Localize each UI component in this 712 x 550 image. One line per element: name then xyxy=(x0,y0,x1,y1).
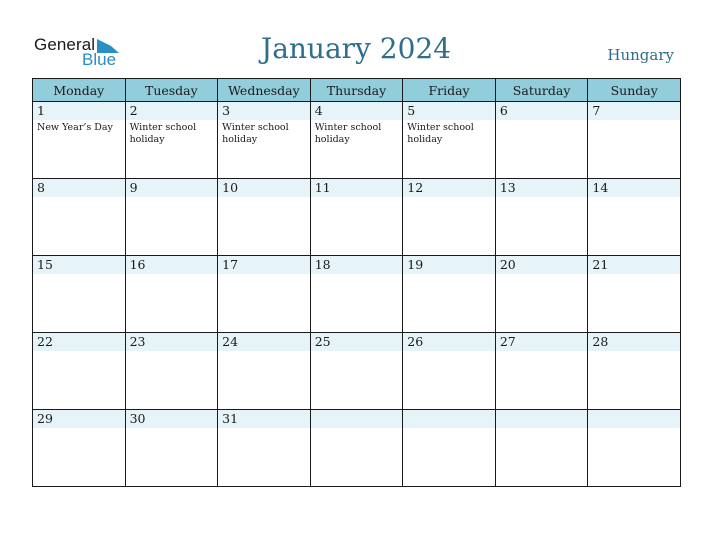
day-cell xyxy=(310,179,403,256)
week-row xyxy=(33,410,681,487)
day-number: 4 xyxy=(311,102,403,120)
day-cell xyxy=(33,333,126,410)
day-cell xyxy=(310,333,403,410)
day-number: 5 xyxy=(403,102,495,120)
week-row xyxy=(33,102,681,179)
day-cell xyxy=(588,256,681,333)
holiday-note: Winter school holiday xyxy=(314,122,382,145)
day-cell xyxy=(33,179,126,256)
day-cell xyxy=(33,256,126,333)
weekday-header-row xyxy=(33,79,681,102)
week-row xyxy=(33,333,681,410)
weekday-header: Tuesday xyxy=(125,79,218,102)
day-cell xyxy=(403,256,496,333)
weekday-header: Friday xyxy=(403,79,496,102)
day-number: 10 xyxy=(218,179,310,197)
day-cell xyxy=(218,333,311,410)
day-cell xyxy=(588,410,681,487)
day-number: 31 xyxy=(218,410,310,428)
week-row xyxy=(33,256,681,333)
calendar-grid xyxy=(32,78,681,487)
holiday-note: New Year’s Day xyxy=(37,122,113,133)
day-cell xyxy=(218,410,311,487)
day-number: 11 xyxy=(311,179,403,197)
day-number: 9 xyxy=(126,179,218,197)
day-cell xyxy=(33,102,126,179)
day-number: 30 xyxy=(126,410,218,428)
day-cell xyxy=(125,333,218,410)
day-cell xyxy=(218,179,311,256)
day-number: 8 xyxy=(33,179,125,197)
day-number: 21 xyxy=(588,256,680,274)
day-number xyxy=(311,410,403,428)
day-cell xyxy=(495,256,588,333)
day-number: 24 xyxy=(218,333,310,351)
day-number xyxy=(588,410,680,428)
day-number: 28 xyxy=(588,333,680,351)
day-number: 25 xyxy=(311,333,403,351)
day-cell xyxy=(125,256,218,333)
day-number: 15 xyxy=(33,256,125,274)
logo-word-blue: Blue xyxy=(82,50,117,69)
day-number xyxy=(403,410,495,428)
day-cell xyxy=(495,333,588,410)
weekday-header: Thursday xyxy=(310,79,403,102)
day-number: 26 xyxy=(403,333,495,351)
day-cell xyxy=(125,179,218,256)
day-number: 7 xyxy=(588,102,680,120)
day-cell xyxy=(588,333,681,410)
day-number: 13 xyxy=(496,179,588,197)
day-cell xyxy=(310,102,403,179)
day-cell xyxy=(218,102,311,179)
day-number: 18 xyxy=(311,256,403,274)
holiday-note: Winter school holiday xyxy=(222,122,289,145)
day-number: 29 xyxy=(33,410,125,428)
calendar-title: January 2024 xyxy=(260,32,452,65)
holiday-note: Winter school holiday xyxy=(129,122,197,145)
day-number: 1 xyxy=(33,102,125,120)
day-number: 16 xyxy=(126,256,218,274)
day-cell xyxy=(403,102,496,179)
day-number: 17 xyxy=(218,256,310,274)
day-cell xyxy=(125,102,218,179)
day-number: 19 xyxy=(403,256,495,274)
day-cell xyxy=(125,410,218,487)
day-cell xyxy=(403,333,496,410)
weekday-header: Saturday xyxy=(495,79,588,102)
holiday-note: Winter school holiday xyxy=(407,122,474,145)
day-number xyxy=(496,410,588,428)
weekday-header: Sunday xyxy=(588,79,681,102)
day-number: 27 xyxy=(496,333,588,351)
day-cell xyxy=(218,256,311,333)
day-cell xyxy=(588,179,681,256)
day-number: 3 xyxy=(218,102,310,120)
country-label: Hungary xyxy=(607,46,674,64)
day-cell xyxy=(403,179,496,256)
day-cell xyxy=(495,102,588,179)
day-number: 6 xyxy=(496,102,588,120)
day-number: 23 xyxy=(126,333,218,351)
logo-word-general: General xyxy=(34,35,96,54)
day-cell xyxy=(588,102,681,179)
day-cell xyxy=(33,410,126,487)
weekday-header: Monday xyxy=(33,79,126,102)
day-cell xyxy=(495,410,588,487)
week-row xyxy=(33,179,681,256)
day-number: 12 xyxy=(403,179,495,197)
day-cell xyxy=(310,256,403,333)
day-number: 2 xyxy=(126,102,218,120)
day-cell xyxy=(403,410,496,487)
day-number: 14 xyxy=(588,179,680,197)
day-number: 20 xyxy=(496,256,588,274)
day-cell xyxy=(310,410,403,487)
day-number: 22 xyxy=(33,333,125,351)
day-cell xyxy=(495,179,588,256)
weekday-header: Wednesday xyxy=(218,79,311,102)
